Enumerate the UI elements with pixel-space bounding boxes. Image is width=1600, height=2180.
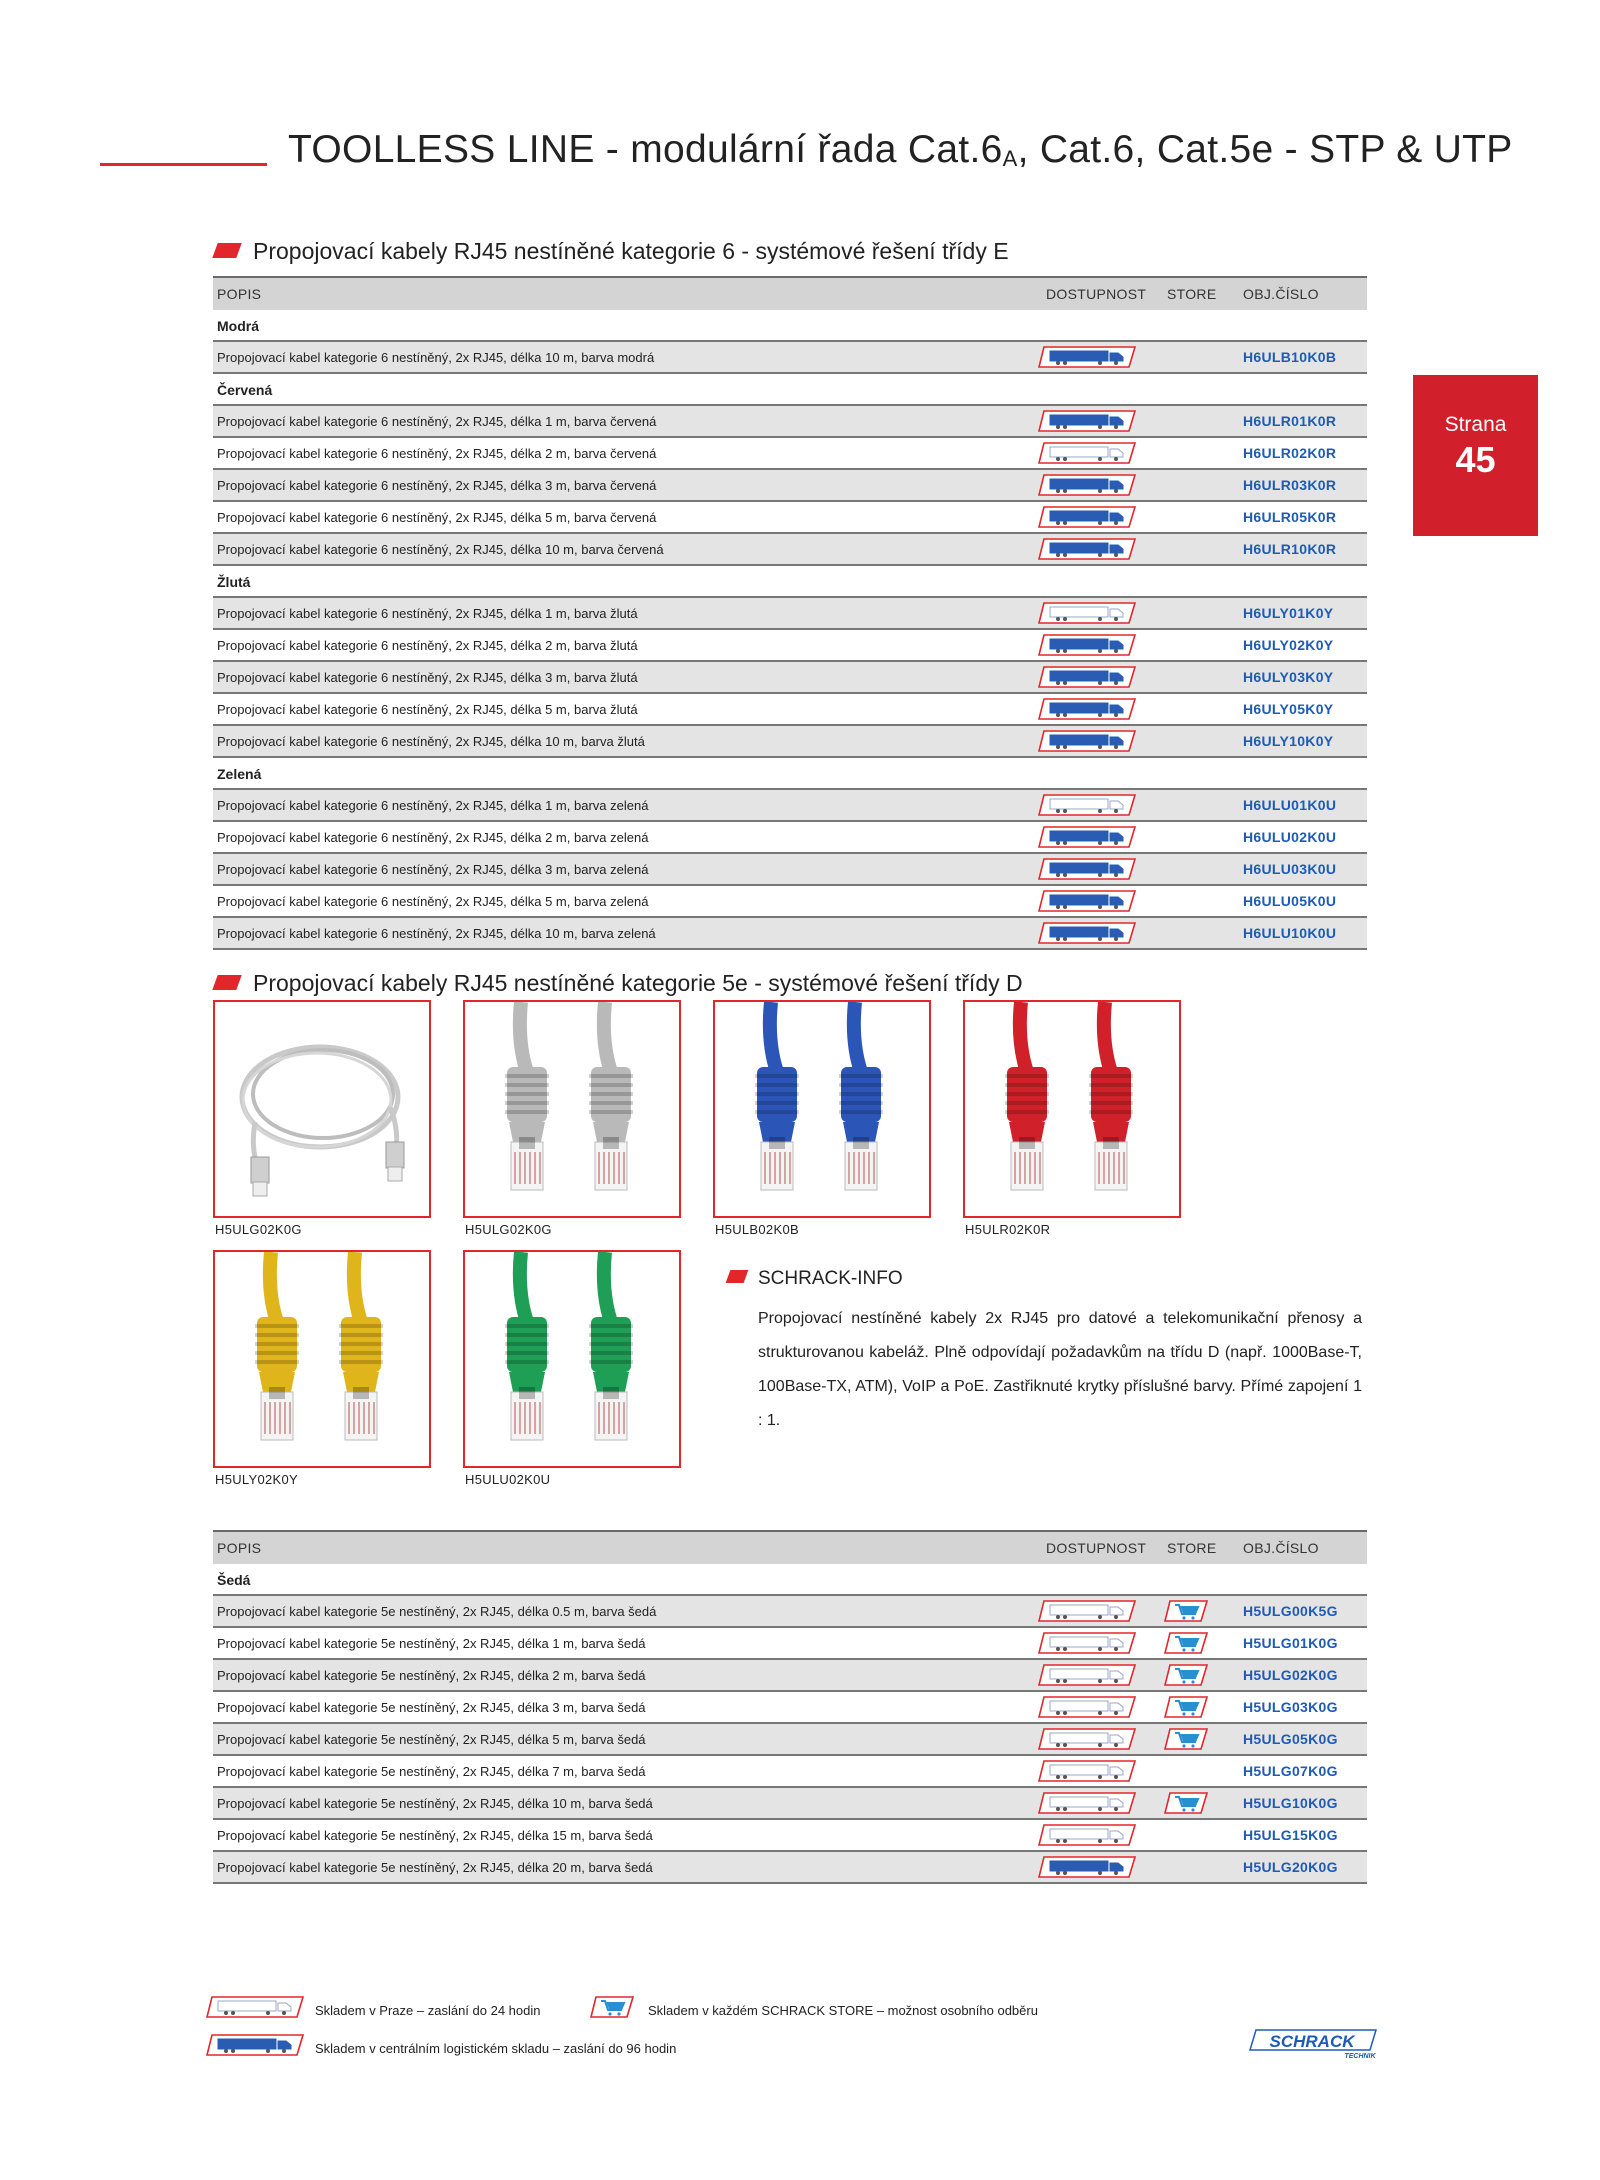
svg-text:TECHNIK: TECHNIK bbox=[1344, 2053, 1376, 2060]
info-text: Propojovací nestíněné kabely 2x RJ45 pro datové a telekomunikační přenosy a strukturovanou kabeláž. Plně odpovídají požadavkům na třídu D (např. 1000Base-T, 100Base-TX, ATM), VoIP a PoE. Zastřiknuté krytky příslušné barvy. Přímé zapojení 1 : 1. bbox=[758, 1310, 1362, 1429]
row-description: Propojovací kabel kategorie 6 nestíněný, 2x RJ45, délka 10 m, barva zelená bbox=[217, 926, 656, 941]
store-cart-icon bbox=[1164, 1663, 1208, 1690]
photo-caption: H5ULR02K0R bbox=[965, 1222, 1051, 1237]
row-description: Propojovací kabel kategorie 6 nestíněný, 2x RJ45, délka 1 m, barva zelená bbox=[217, 798, 649, 813]
prague-stock-truck-icon bbox=[1038, 1695, 1136, 1722]
order-code: H6ULR01K0R bbox=[1243, 413, 1337, 429]
row-description: Propojovací kabel kategorie 5e nestíněný, 2x RJ45, délka 2 m, barva šedá bbox=[217, 1668, 646, 1683]
col-popis-header: POPIS bbox=[217, 1540, 262, 1556]
col-obj-cislo-header: OBJ.ČÍSLO bbox=[1243, 286, 1319, 302]
prague-stock-truck-icon bbox=[1038, 601, 1136, 628]
row-description: Propojovací kabel kategorie 6 nestíněný, 2x RJ45, délka 3 m, barva zelená bbox=[217, 862, 649, 877]
order-code: H6ULU02K0U bbox=[1243, 829, 1337, 845]
order-code: H6ULU05K0U bbox=[1243, 893, 1337, 909]
table-row bbox=[213, 886, 1367, 918]
col-store-header: STORE bbox=[1167, 286, 1217, 302]
table-row bbox=[213, 438, 1367, 470]
table-row bbox=[213, 502, 1367, 534]
col-obj-cislo-header: OBJ.ČÍSLO bbox=[1243, 1540, 1319, 1556]
table-row bbox=[213, 662, 1367, 694]
header-rule bbox=[100, 163, 267, 166]
order-code: H6ULU10K0U bbox=[1243, 925, 1337, 941]
store-cart-icon bbox=[1164, 1791, 1208, 1818]
order-code: H6ULY02K0Y bbox=[1243, 637, 1334, 653]
legend-prague-truck-icon bbox=[206, 1995, 304, 2024]
order-code: H6ULU01K0U bbox=[1243, 797, 1337, 813]
table-row bbox=[213, 470, 1367, 502]
table-row bbox=[213, 726, 1367, 758]
table-row bbox=[213, 1756, 1367, 1788]
product-photo bbox=[963, 1000, 1181, 1218]
table-row bbox=[213, 1628, 1367, 1660]
group-heading bbox=[213, 310, 1367, 342]
order-code: H6ULR02K0R bbox=[1243, 445, 1337, 461]
product-photo bbox=[713, 1000, 931, 1218]
product-photo bbox=[463, 1000, 681, 1218]
order-code: H5ULG10K0G bbox=[1243, 1795, 1338, 1811]
section-marker bbox=[212, 975, 241, 990]
row-description: Propojovací kabel kategorie 6 nestíněný, 2x RJ45, délka 10 m, barva červená bbox=[217, 542, 664, 557]
row-description: Propojovací kabel kategorie 6 nestíněný, 2x RJ45, délka 3 m, barva žlutá bbox=[217, 670, 638, 685]
prague-stock-truck-icon bbox=[1038, 1791, 1136, 1818]
central-warehouse-truck-icon bbox=[1038, 537, 1136, 564]
photo-caption: H5ULY02K0Y bbox=[215, 1472, 298, 1487]
order-code: H5ULG03K0G bbox=[1243, 1699, 1338, 1715]
photo-caption: H5ULG02K0G bbox=[215, 1222, 302, 1237]
prague-stock-truck-icon bbox=[1038, 1599, 1136, 1626]
table-row bbox=[213, 822, 1367, 854]
order-code: H6ULU03K0U bbox=[1243, 861, 1337, 877]
central-warehouse-truck-icon bbox=[1038, 857, 1136, 884]
table-row bbox=[213, 1596, 1367, 1628]
photo-caption: H5ULB02K0B bbox=[715, 1222, 799, 1237]
prague-stock-truck-icon bbox=[1038, 1823, 1136, 1850]
order-code: H6ULR03K0R bbox=[1243, 477, 1337, 493]
order-code: H6ULB10K0B bbox=[1243, 349, 1337, 365]
table-row bbox=[213, 694, 1367, 726]
page-title: TOOLLESS LINE - modulární řada $Cat.6_A$, Cat.6, Cat.5e - STP & UTP bbox=[288, 128, 1513, 171]
page-number: 45 bbox=[1455, 439, 1496, 480]
section2-table bbox=[213, 1530, 1367, 1884]
store-cart-icon bbox=[1164, 1695, 1208, 1722]
table-row bbox=[213, 534, 1367, 566]
prague-stock-truck-icon bbox=[1038, 1631, 1136, 1658]
table-row bbox=[213, 342, 1367, 374]
table-row bbox=[213, 790, 1367, 822]
order-code: H5ULG07K0G bbox=[1243, 1763, 1338, 1779]
order-code: H5ULG20K0G bbox=[1243, 1859, 1338, 1875]
col-popis-header: POPIS bbox=[217, 286, 262, 302]
store-cart-icon bbox=[1164, 1631, 1208, 1658]
group-heading bbox=[213, 374, 1367, 406]
prague-stock-truck-icon bbox=[1038, 441, 1136, 468]
order-code: H5ULG15K0G bbox=[1243, 1827, 1338, 1843]
central-warehouse-truck-icon bbox=[1038, 505, 1136, 532]
table-header bbox=[213, 1530, 1367, 1564]
legend-store-cart-icon bbox=[590, 1995, 634, 2024]
product-photo bbox=[213, 1250, 431, 1468]
row-description: Propojovací kabel kategorie 6 nestíněný, 2x RJ45, délka 3 m, barva červená bbox=[217, 478, 657, 493]
legend-prague-text: Skladem v Praze – zaslání do 24 hodin bbox=[315, 2003, 541, 2018]
table-row bbox=[213, 918, 1367, 950]
order-code: H6ULR05K0R bbox=[1243, 509, 1337, 525]
group-name: Šedá bbox=[217, 1572, 251, 1588]
table-row bbox=[213, 1788, 1367, 1820]
row-description: Propojovací kabel kategorie 5e nestíněný, 2x RJ45, délka 7 m, barva šedá bbox=[217, 1764, 646, 1779]
central-warehouse-truck-icon bbox=[1038, 633, 1136, 660]
central-warehouse-truck-icon bbox=[1038, 889, 1136, 916]
prague-stock-truck-icon bbox=[1038, 793, 1136, 820]
row-description: Propojovací kabel kategorie 6 nestíněný, 2x RJ45, délka 10 m, barva modrá bbox=[217, 350, 655, 365]
central-warehouse-truck-icon bbox=[1038, 665, 1136, 692]
table-row bbox=[213, 406, 1367, 438]
col-dostupnost-header: DOSTUPNOST bbox=[1046, 1540, 1147, 1556]
row-description: Propojovací kabel kategorie 6 nestíněný, 2x RJ45, délka 1 m, barva žlutá bbox=[217, 606, 638, 621]
group-name: Zelená bbox=[217, 766, 262, 782]
section-marker bbox=[212, 243, 241, 258]
row-description: Propojovací kabel kategorie 6 nestíněný, 2x RJ45, délka 10 m, barva žlutá bbox=[217, 734, 645, 749]
row-description: Propojovací kabel kategorie 5e nestíněný, 2x RJ45, délka 5 m, barva šedá bbox=[217, 1732, 646, 1747]
row-description: Propojovací kabel kategorie 6 nestíněný, 2x RJ45, délka 1 m, barva červená bbox=[217, 414, 657, 429]
product-photo bbox=[213, 1000, 431, 1218]
section1-title: Propojovací kabely RJ45 nestíněné kategorie 6 - systémové řešení třídy E bbox=[215, 238, 1009, 265]
row-description: Propojovací kabel kategorie 6 nestíněný, 2x RJ45, délka 2 m, barva zelená bbox=[217, 830, 649, 845]
table-row bbox=[213, 1820, 1367, 1852]
table-header bbox=[213, 276, 1367, 310]
page-tab bbox=[1413, 375, 1538, 536]
section1-table bbox=[213, 276, 1367, 950]
prague-stock-truck-icon bbox=[1038, 1727, 1136, 1754]
prague-stock-truck-icon bbox=[1038, 1759, 1136, 1786]
svg-text:SCHRACK: SCHRACK bbox=[1269, 2032, 1355, 2051]
legend-store-text: Skladem v každém SCHRACK STORE – možnost osobního odběru bbox=[648, 2003, 1038, 2018]
legend-central-text: Skladem v centrálním logistickém skladu – zaslání do 96 hodin bbox=[315, 2041, 677, 2056]
order-code: H6ULY05K0Y bbox=[1243, 701, 1334, 717]
order-code: H6ULY01K0Y bbox=[1243, 605, 1334, 621]
table-row bbox=[213, 598, 1367, 630]
product-photo bbox=[463, 1250, 681, 1468]
row-description: Propojovací kabel kategorie 5e nestíněný, 2x RJ45, délka 0.5 m, barva šedá bbox=[217, 1604, 657, 1619]
col-store-header: STORE bbox=[1167, 1540, 1217, 1556]
info-title: SCHRACK-INFO bbox=[728, 1268, 903, 1290]
order-code: H5ULG05K0G bbox=[1243, 1731, 1338, 1747]
schrack-logo bbox=[1248, 2028, 1378, 2065]
row-description: Propojovací kabel kategorie 5e nestíněný, 2x RJ45, délka 15 m, barva šedá bbox=[217, 1828, 653, 1843]
row-description: Propojovací kabel kategorie 6 nestíněný, 2x RJ45, délka 5 m, barva žlutá bbox=[217, 702, 638, 717]
store-cart-icon bbox=[1164, 1727, 1208, 1754]
table-row bbox=[213, 1692, 1367, 1724]
central-warehouse-truck-icon bbox=[1038, 729, 1136, 756]
order-code: H6ULY10K0Y bbox=[1243, 733, 1334, 749]
group-heading bbox=[213, 1564, 1367, 1596]
legend-central-truck-icon bbox=[206, 2033, 304, 2062]
central-warehouse-truck-icon bbox=[1038, 345, 1136, 372]
row-description: Propojovací kabel kategorie 5e nestíněný, 2x RJ45, délka 1 m, barva šedá bbox=[217, 1636, 646, 1651]
prague-stock-truck-icon bbox=[1038, 1663, 1136, 1690]
table-row bbox=[213, 1724, 1367, 1756]
photo-caption: H5ULU02K0U bbox=[465, 1472, 551, 1487]
order-code: H5ULG00K5G bbox=[1243, 1603, 1338, 1619]
order-code: H6ULR10K0R bbox=[1243, 541, 1337, 557]
row-description: Propojovací kabel kategorie 6 nestíněný, 2x RJ45, délka 5 m, barva červená bbox=[217, 510, 657, 525]
row-description: Propojovací kabel kategorie 6 nestíněný, 2x RJ45, délka 5 m, barva zelená bbox=[217, 894, 649, 909]
table-row bbox=[213, 1660, 1367, 1692]
group-name: Červená bbox=[217, 382, 273, 398]
store-cart-icon bbox=[1164, 1599, 1208, 1626]
central-warehouse-truck-icon bbox=[1038, 697, 1136, 724]
row-description: Propojovací kabel kategorie 6 nestíněný, 2x RJ45, délka 2 m, barva červená bbox=[217, 446, 657, 461]
central-warehouse-truck-icon bbox=[1038, 409, 1136, 436]
group-heading bbox=[213, 566, 1367, 598]
col-dostupnost-header: DOSTUPNOST bbox=[1046, 286, 1147, 302]
table-row bbox=[213, 854, 1367, 886]
group-heading bbox=[213, 758, 1367, 790]
page-tab-label: Strana bbox=[1444, 413, 1507, 436]
table-row bbox=[213, 630, 1367, 662]
order-code: H5ULG02K0G bbox=[1243, 1667, 1338, 1683]
row-description: Propojovací kabel kategorie 5e nestíněný, 2x RJ45, délka 20 m, barva šedá bbox=[217, 1860, 653, 1875]
central-warehouse-truck-icon bbox=[1038, 825, 1136, 852]
order-code: H5ULG01K0G bbox=[1243, 1635, 1338, 1651]
row-description: Propojovací kabel kategorie 6 nestíněný, 2x RJ45, délka 2 m, barva žlutá bbox=[217, 638, 638, 653]
central-warehouse-truck-icon bbox=[1038, 473, 1136, 500]
order-code: H6ULY03K0Y bbox=[1243, 669, 1334, 685]
info-marker bbox=[726, 1270, 749, 1283]
section2-title: Propojovací kabely RJ45 nestíněné kategorie 5e - systémové řešení třídy D bbox=[215, 970, 1023, 997]
row-description: Propojovací kabel kategorie 5e nestíněný, 2x RJ45, délka 10 m, barva šedá bbox=[217, 1796, 653, 1811]
central-warehouse-truck-icon bbox=[1038, 1855, 1136, 1882]
row-description: Propojovací kabel kategorie 5e nestíněný, 2x RJ45, délka 3 m, barva šedá bbox=[217, 1700, 646, 1715]
photo-caption: H5ULG02K0G bbox=[465, 1222, 552, 1237]
group-name: Modrá bbox=[217, 318, 259, 334]
central-warehouse-truck-icon bbox=[1038, 921, 1136, 948]
group-name: Žlutá bbox=[217, 574, 251, 590]
table-row bbox=[213, 1852, 1367, 1884]
